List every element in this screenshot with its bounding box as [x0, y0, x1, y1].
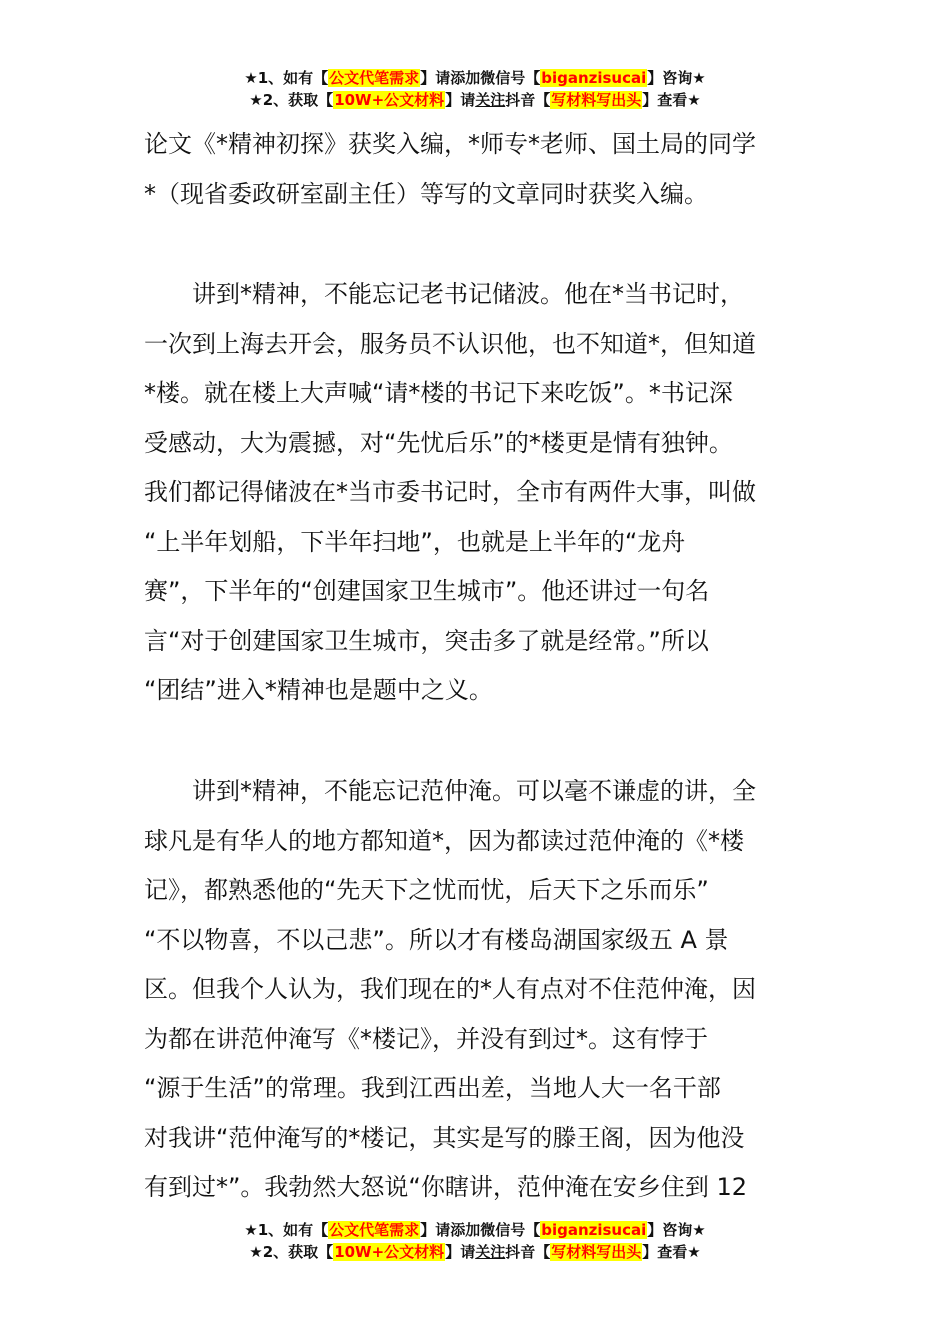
banner-text: ★1、如有【	[244, 69, 329, 87]
douyin-account-highlight: 写材料写出头	[551, 1243, 642, 1261]
banner-text: 】请	[445, 1243, 476, 1261]
douyin-account-highlight: 写材料写出头	[551, 91, 642, 109]
banner-highlight: 10W+公文材料	[334, 1243, 445, 1261]
text-line: “上半年划船，下半年扫地”，也就是上半年的“龙舟	[144, 527, 686, 556]
wechat-id-highlight: biganzisucai	[541, 69, 647, 87]
banner-underlined-text: 关注	[475, 91, 506, 109]
banner-text: 抖音【	[505, 91, 551, 109]
text-line: 我们都记得储波在*当市委书记时，全市有两件大事，叫做	[144, 478, 756, 506]
text-line: 受感动，大为震撼，对“先忧后乐”的*楼更是情有独钟。	[144, 428, 733, 457]
text-line: *楼。就在楼上大声喊“请*楼的书记下来吃饭”。*书记深	[144, 379, 733, 407]
footer-banner	[0, 1219, 950, 1263]
text-line: 区。但我个人认为，我们现在的*人有点对不住范仲淹，因	[144, 975, 756, 1003]
text-line: “源于生活”的常理。我到江西出差，当地人大一名干部	[144, 1074, 721, 1102]
banner-text: 】查看★	[642, 91, 701, 109]
banner-line-2	[0, 1241, 950, 1263]
banner-line-1	[0, 1219, 950, 1241]
text-line: 讲到*精神，不能忘记老书记储波。他在*当书记时，	[144, 280, 744, 308]
banner-text: 抖音【	[505, 1243, 551, 1261]
wechat-id-highlight: biganzisucai	[541, 1221, 647, 1239]
text-line: 对我讲“范仲淹写的*楼记，其实是写的滕王阁，因为他没	[144, 1123, 745, 1152]
text-line: “团结”进入*精神也是题中之义。	[144, 676, 493, 704]
banner-text: 】请	[445, 91, 476, 109]
text-line: 赛”，下半年的“创建国家卫生城市”。他还讲过一句名	[144, 577, 710, 605]
text-line: 一次到上海去开会，服务员不认识他，也不知道*，但知道	[144, 329, 756, 358]
text-line: *（现省委政研室副主任）等写的文章同时获奖入编。	[144, 179, 708, 208]
header-banner	[0, 67, 950, 111]
paragraph	[144, 270, 808, 716]
banner-text: ★2、获取【	[249, 1243, 334, 1261]
banner-text: ★2、获取【	[249, 91, 334, 109]
text-line: 言“对于创建国家卫生城市，突击多了就是经常。”所以	[144, 626, 709, 655]
paragraph	[144, 767, 808, 1213]
banner-line-2	[0, 89, 950, 111]
banner-text: 】请添加微信号【	[420, 69, 541, 87]
banner-underlined-text: 关注	[475, 1243, 506, 1261]
banner-highlight: 10W+公文材料	[334, 91, 445, 109]
banner-text: 】咨询★	[647, 1221, 706, 1239]
banner-text: 】查看★	[642, 1243, 701, 1261]
text-line: 有到过*”。我勃然大怒说“你瞎讲，范仲淹在安乡住到 12	[144, 1173, 748, 1201]
banner-text: ★1、如有【	[244, 1221, 329, 1239]
text-line: 论文《*精神初探》获奖入编，*师专*老师、国土局的同学	[144, 130, 756, 158]
text-line: 讲到*精神，不能忘记范仲淹。可以毫不谦虚的讲，全	[144, 777, 756, 805]
text-line: 记》，都熟悉他的“先天下之忧而忧，后天下之乐而乐”	[144, 876, 709, 904]
banner-text: 】请添加微信号【	[420, 1221, 541, 1239]
banner-highlight: 公文代笔需求	[329, 1221, 420, 1239]
banner-highlight: 公文代笔需求	[329, 69, 420, 87]
text-line: 为都在讲范仲淹写《*楼记》，并没有到过*。这有悖于	[144, 1024, 708, 1053]
text-line: “不以物喜，不以己悲”。所以才有楼岛湖国家级五 A 景	[144, 925, 729, 954]
text-line: 球凡是有华人的地方都知道*，因为都读过范仲淹的《*楼	[144, 826, 744, 855]
paragraph	[144, 120, 808, 219]
banner-line-1	[0, 67, 950, 89]
banner-text: 】咨询★	[647, 69, 706, 87]
